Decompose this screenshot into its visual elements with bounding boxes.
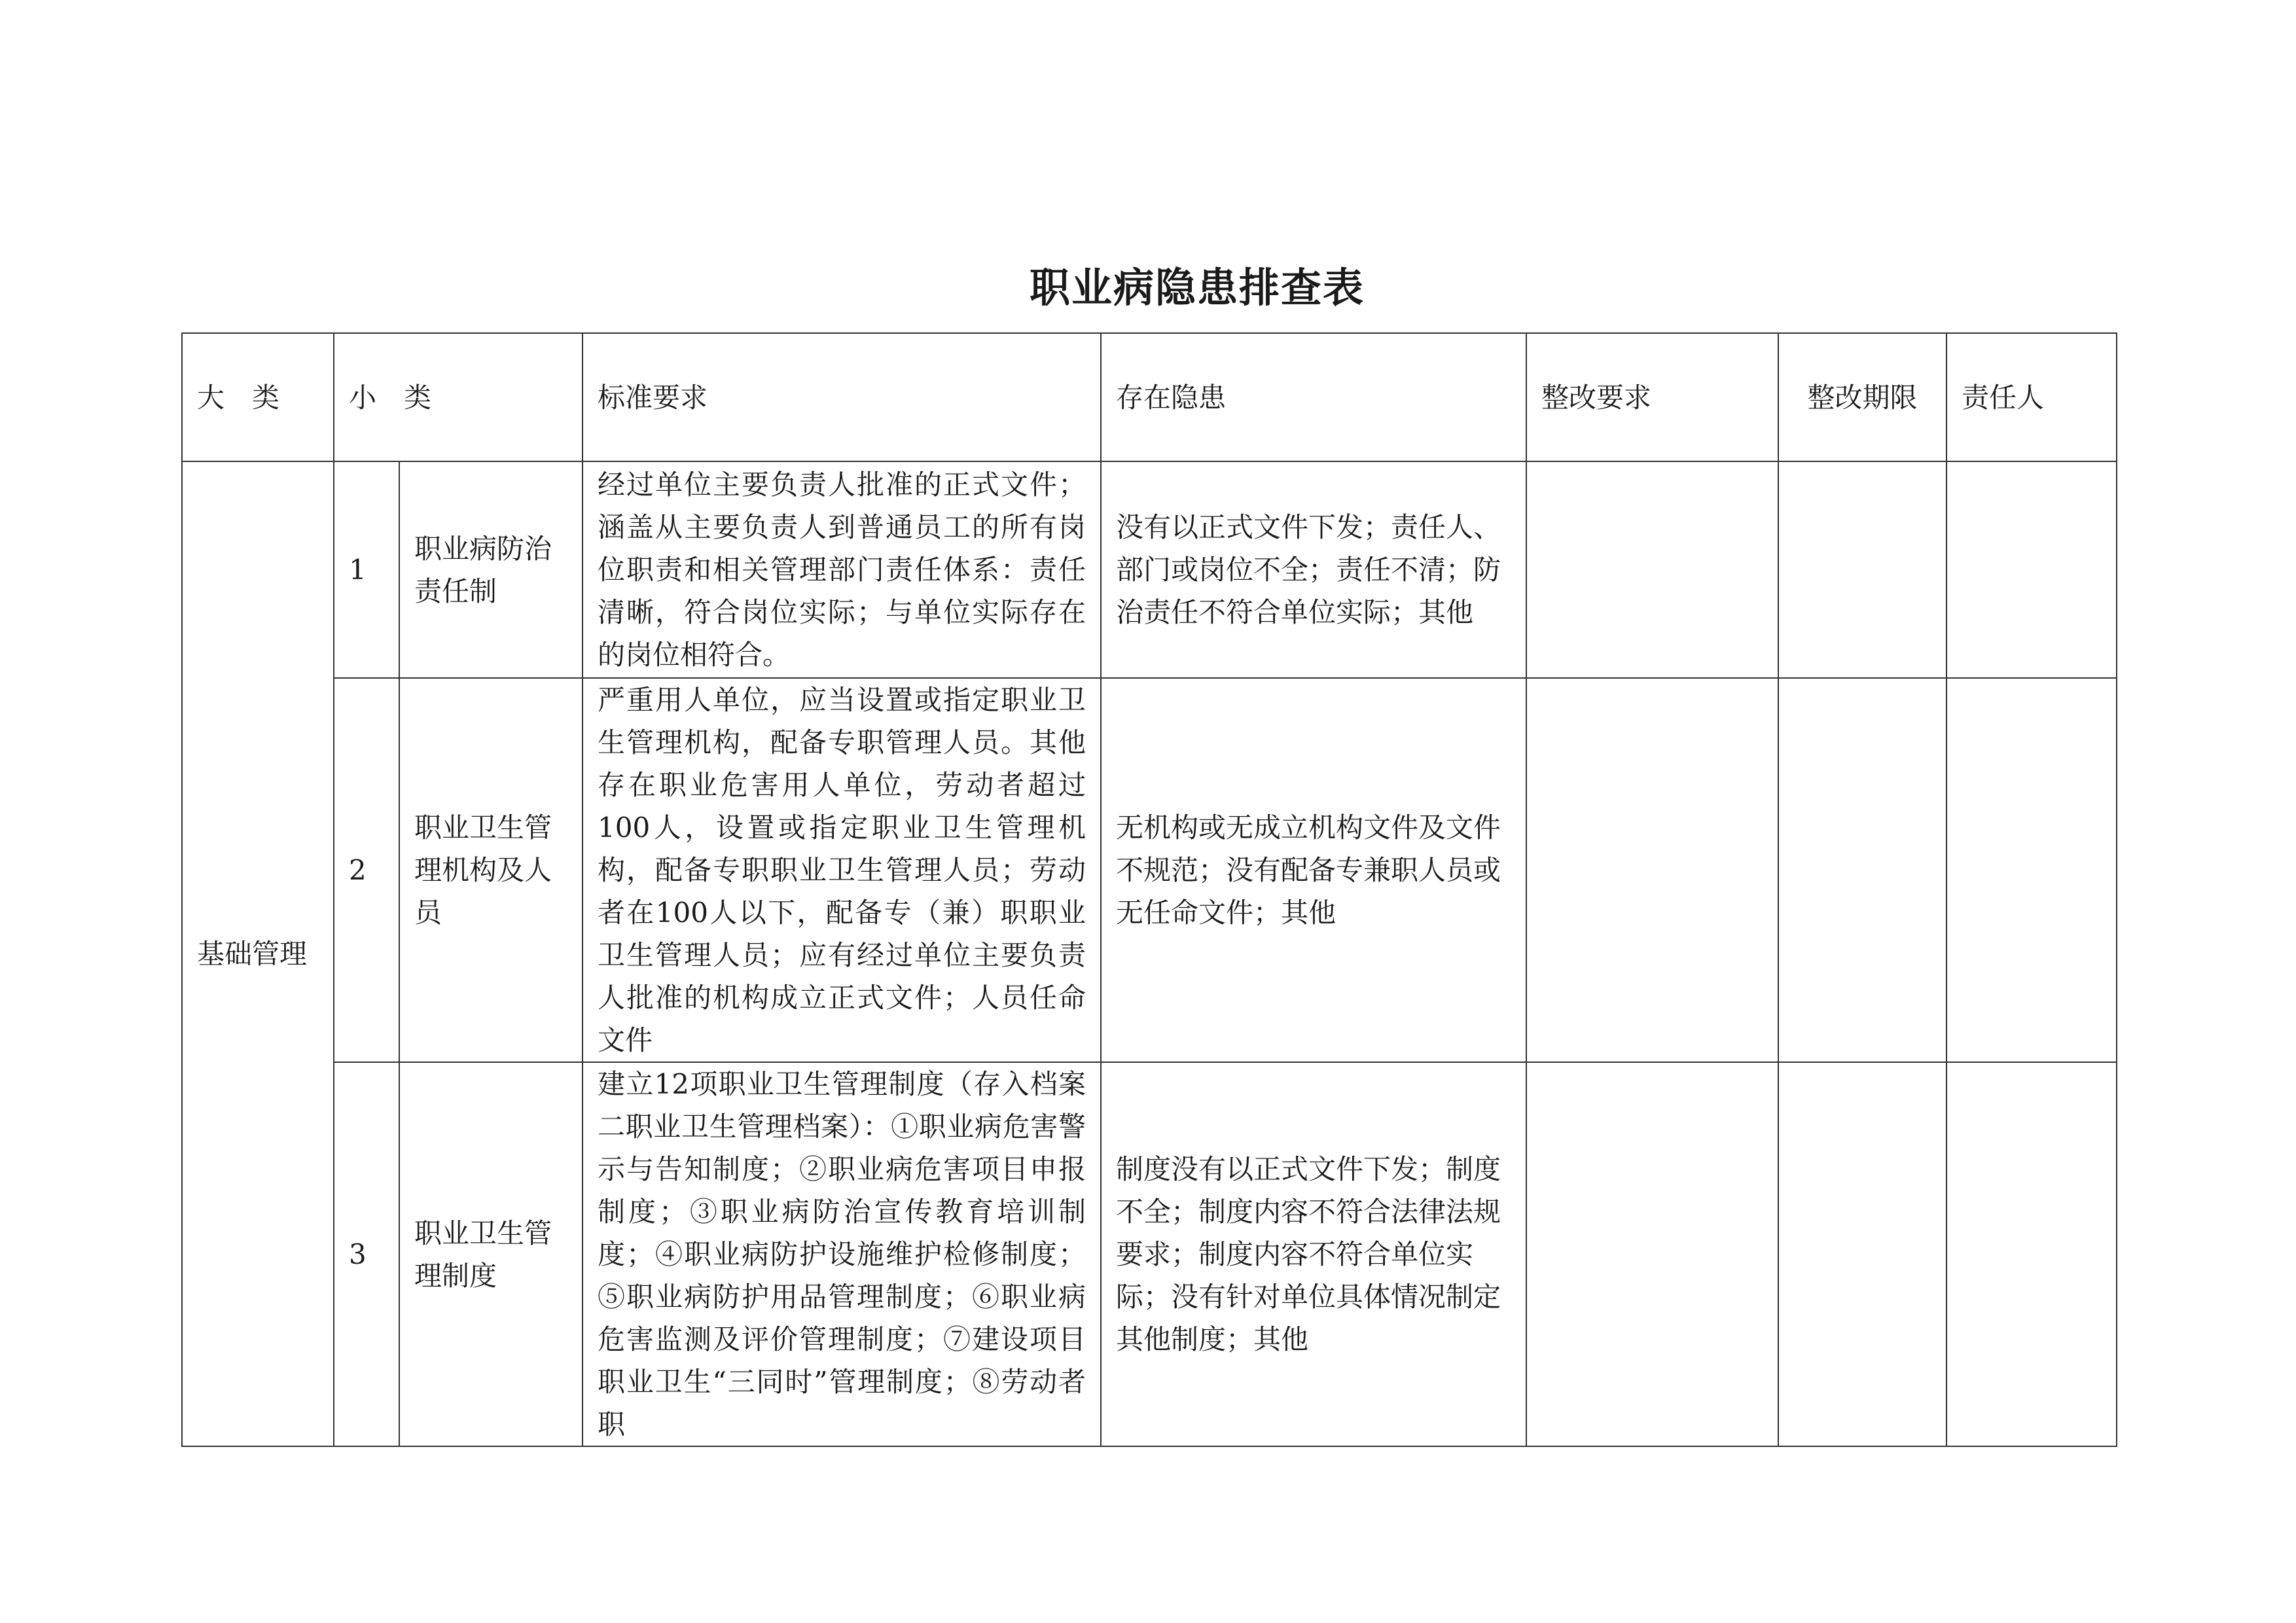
standard-cell: 严重用人单位，应当设置或指定职业卫生管理机构，配备专职管理人员。其他存在职业危害用人单位，劳动者超过100人，设置或指定职业卫生管理机构，配备专职职业卫生管理人员；劳动者在100人以下，配备专（兼）职职业卫生管理人员；应有经过单位主要负责人批准的机构成立正式文件；人员任命文件 bbox=[583, 678, 1101, 1062]
sub-category-cell: 职业病防治责任制 bbox=[399, 461, 583, 678]
hazard-inspection-table bbox=[181, 332, 2117, 1447]
responsible-cell bbox=[1946, 1062, 2117, 1446]
table-row bbox=[182, 678, 2117, 1062]
header-sub-category: 小 类 bbox=[334, 333, 583, 461]
deadline-cell bbox=[1778, 678, 1946, 1062]
deadline-cell bbox=[1778, 461, 1946, 678]
rectification-cell bbox=[1526, 678, 1778, 1062]
table-row bbox=[182, 1062, 2117, 1446]
hazard-cell: 制度没有以正式文件下发；制度不全；制度内容不符合法律法规要求；制度内容不符合单位实际；没有针对单位具体情况制定其他制度；其他 bbox=[1101, 1062, 1526, 1446]
rectification-cell bbox=[1526, 461, 1778, 678]
hazard-cell: 无机构或无成立机构文件及文件不规范；没有配备专兼职人员或无任命文件；其他 bbox=[1101, 678, 1526, 1062]
standard-cell: 建立12项职业卫生管理制度（存入档案二职业卫生管理档案）：①职业病危害警示与告知制度；②职业病危害项目申报制度；③职业病防治宣传教育培训制度；④职业病防护设施维护检修制度；⑤职业病防护用品管理制度；⑥职业病危害监测及评价管理制度；⑦建设项目职业卫生“三同时”管理制度；⑧劳动者职 bbox=[583, 1062, 1101, 1446]
header-rectification: 整改要求 bbox=[1526, 333, 1778, 461]
deadline-cell bbox=[1778, 1062, 1946, 1446]
responsible-cell bbox=[1946, 678, 2117, 1062]
row-number: 2 bbox=[334, 678, 399, 1062]
hazard-cell: 没有以正式文件下发；责任人、部门或岗位不全；责任不清；防治责任不符合单位实际；其他 bbox=[1101, 461, 1526, 678]
header-hazard: 存在隐患 bbox=[1101, 333, 1526, 461]
header-responsible: 责任人 bbox=[1946, 333, 2117, 461]
sub-category-cell: 职业卫生管理制度 bbox=[399, 1062, 583, 1446]
table-row bbox=[182, 461, 2117, 678]
header-row bbox=[182, 333, 2117, 461]
sub-category-cell: 职业卫生管理机构及人员 bbox=[399, 678, 583, 1062]
row-number: 3 bbox=[334, 1062, 399, 1446]
rectification-cell bbox=[1526, 1062, 1778, 1446]
header-standard: 标准要求 bbox=[583, 333, 1101, 461]
major-category-cell: 基础管理 bbox=[182, 461, 334, 1446]
row-number: 1 bbox=[334, 461, 399, 678]
header-major-category: 大 类 bbox=[182, 333, 334, 461]
responsible-cell bbox=[1946, 461, 2117, 678]
page-title: 职业病隐患排查表 bbox=[1029, 264, 1365, 312]
standard-cell: 经过单位主要负责人批准的正式文件；涵盖从主要负责人到普通员工的所有岗位职责和相关管理部门责任体系：责任清晰，符合岗位实际；与单位实际存在的岗位相符合。 bbox=[583, 461, 1101, 678]
header-deadline: 整改期限 bbox=[1778, 333, 1946, 461]
